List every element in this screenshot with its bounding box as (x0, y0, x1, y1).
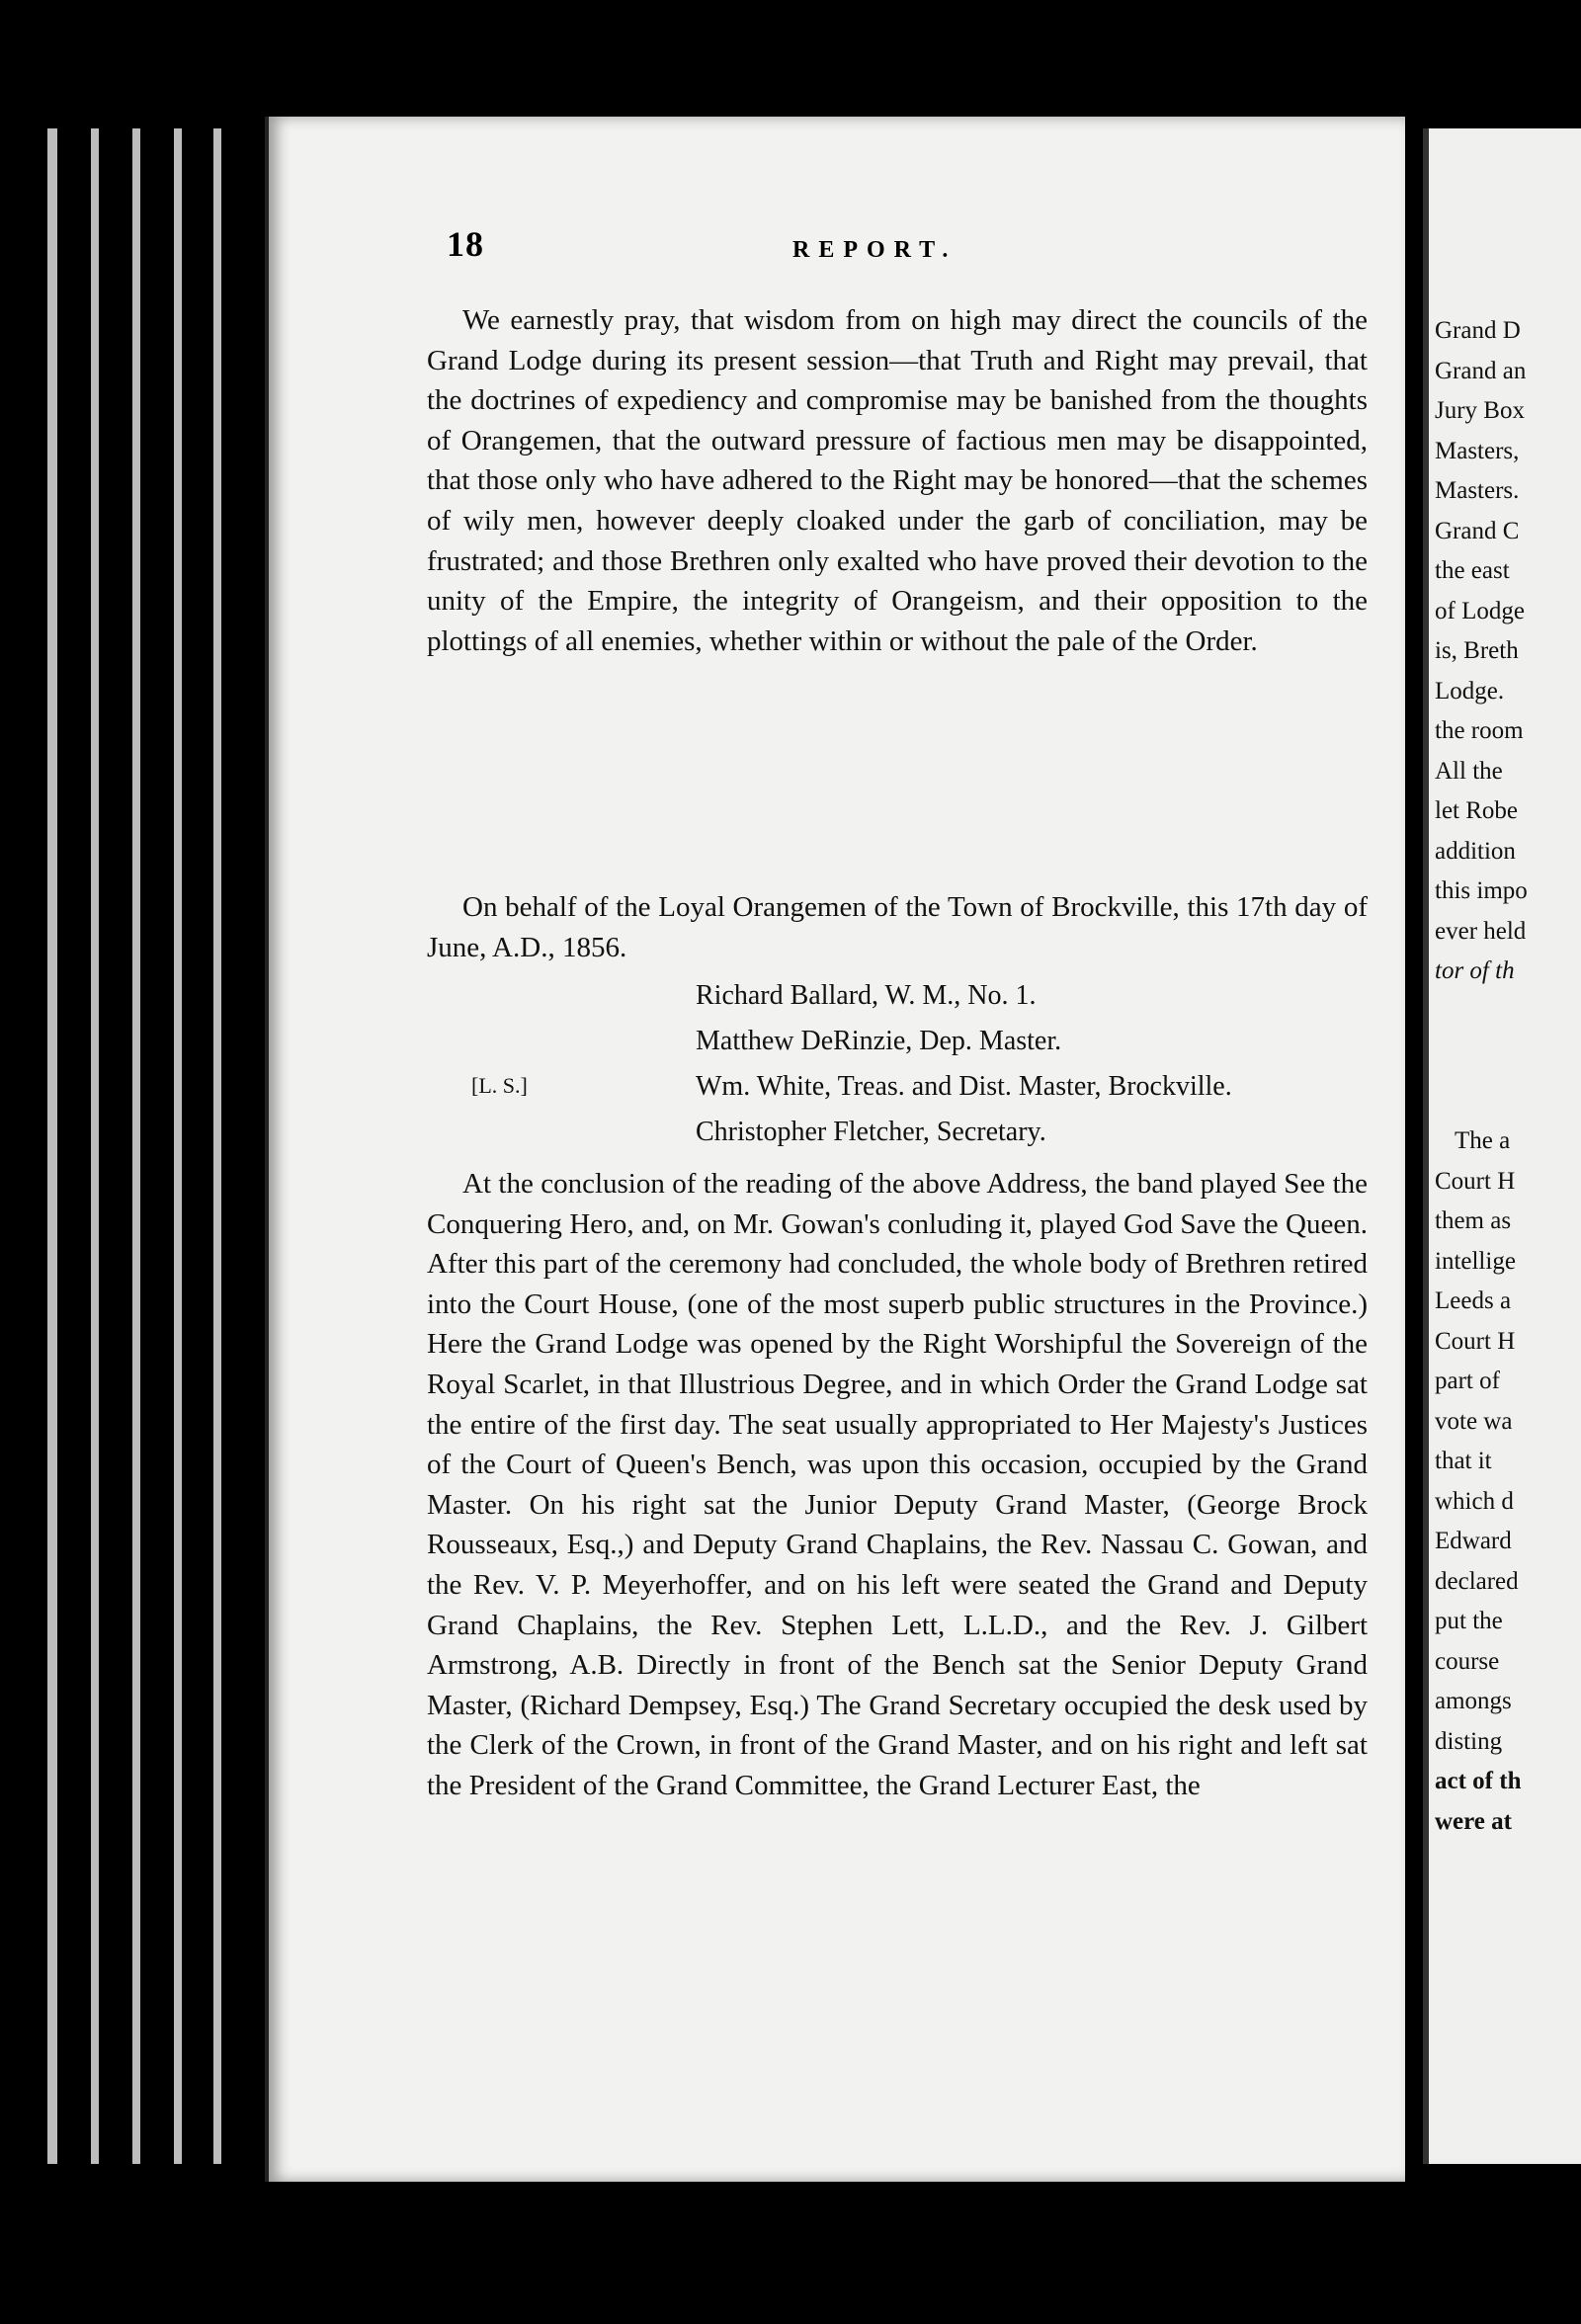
right-line: declared (1435, 1567, 1519, 1595)
right-line: Grand C (1435, 517, 1520, 544)
left-page (265, 117, 1405, 2182)
right-line: the east (1435, 557, 1510, 584)
right-page-top-lines (1429, 311, 1528, 992)
right-line: the room (1435, 717, 1524, 744)
signature-line: Christopher Fletcher, Secretary. (696, 1117, 1046, 1147)
right-line: course (1435, 1647, 1500, 1675)
narrative-paragraph: At the conclusion of the reading of the above Address, the band played See the Conquering Hero, and, on Mr. Gowan's conluding it, played God Save the Queen. After this part of the ceremony had concluded, the whole body of Brethren retired into the Court House, (one of the most superb public structures in the Province.) Here the Grand Lodge was opened by the Right Worshipful the Sovereign of the Royal Scarlet, in that Illustrious Degree, and in which Order the Grand Lodge sat the entire of the first day. The seat usually appropriated to Her Majesty's Justices of the Court of Queen's Bench, was upon this occasion, occupied by the Grand Master. On his right sat the Junior Deputy Grand Master, (George Brock Rousseaux, Esq.,) and Deputy Grand Chaplains, the Rev. Nassau C. Gowan, and the Rev. V. P. Meyerhoffer, and on his left were seated the Grand and Deputy Grand Chaplains, the Rev. Stephen Lett, L.L.D., and the Rev. J. Gilbert Armstrong, A.B. Directly in front of the Bench sat the Senior Deputy Grand Master, (Richard Dempsey, Esq.) The Grand Secretary occupied the desk used by the Clerk of the Crown, in front of the Grand Master, and on his right and left sat the President of the Grand Committee, the Grand Lecturer East, the (427, 1168, 1368, 1801)
seal-mark: [L. S.] (471, 1073, 528, 1098)
right-line: which d (1435, 1487, 1514, 1515)
right-line: were at (1435, 1807, 1512, 1835)
right-line: Edward (1435, 1528, 1512, 1554)
right-line: disting (1435, 1727, 1503, 1755)
right-line: Masters. (1435, 477, 1520, 504)
right-line: part of (1435, 1368, 1500, 1394)
right-line: vote wa (1435, 1407, 1513, 1435)
signature-line: Wm. White, Treas. and Dist. Master, Brockville. (696, 1071, 1232, 1102)
right-line: The a (1455, 1127, 1511, 1154)
running-head: REPORT. (792, 237, 957, 263)
right-line: act of th (1435, 1768, 1522, 1794)
right-line: Court H (1435, 1167, 1516, 1195)
spine-strip (132, 128, 140, 2164)
right-line: Court H (1435, 1327, 1516, 1355)
right-page-bottom-lines (1429, 1121, 1521, 1842)
spine-strip (47, 128, 57, 2164)
spine-strip (213, 128, 221, 2164)
right-line: let Robe (1435, 797, 1519, 824)
right-line: intellige (1435, 1247, 1516, 1275)
right-line: tor of th (1435, 957, 1515, 984)
spine-strip (91, 128, 99, 2164)
right-page (1423, 128, 1581, 2164)
right-line: ever held (1435, 917, 1527, 945)
spine-strip (174, 128, 182, 2164)
right-line: this impo (1435, 877, 1528, 904)
right-line: Grand D (1435, 317, 1521, 344)
right-line: Leeds a (1435, 1287, 1512, 1314)
signature-line: Richard Ballard, W. M., No. 1. (696, 980, 1037, 1011)
right-line: them as (1435, 1207, 1512, 1234)
right-line: All the (1435, 757, 1503, 785)
right-line: that it (1435, 1448, 1492, 1474)
behalf-paragraph: On behalf of the Loyal Orangemen of the Town of Brockville, this 17th day of June, A.D., 1856. (427, 891, 1368, 963)
right-line: put the (1435, 1608, 1503, 1634)
right-line: of Lodge (1435, 597, 1525, 624)
right-line: addition (1435, 837, 1516, 865)
right-line: Lodge. (1435, 677, 1505, 705)
right-line: Masters, (1435, 437, 1520, 464)
right-line: is, Breth (1435, 637, 1519, 664)
page-number: 18 (447, 224, 484, 264)
signature-line: Matthew DeRinzie, Dep. Master. (696, 1026, 1062, 1056)
right-line: Grand an (1435, 357, 1527, 384)
prayer-paragraph: We earnestly pray, that wisdom from on high may direct the councils of the Grand Lodge during its present session—that Truth and Right may prevail, that the doctrines of expediency and compromise may be banished from the thoughts of Orangemen, that the outward pressure of factious men may be disappointed, that those only who have adhered to the Right may be honored—that the schemes of wily men, however deeply cloaked under the garb of conciliation, may be frustrated; and those Brethren only exalted who have proved their devotion to the unity of the Empire, the integrity of Orangeism, and their opposition to the plottings of all enemies, whether within or without the pale of the Order. (427, 304, 1368, 657)
right-line: amongs (1435, 1688, 1512, 1714)
right-line: Jury Box (1435, 397, 1525, 424)
